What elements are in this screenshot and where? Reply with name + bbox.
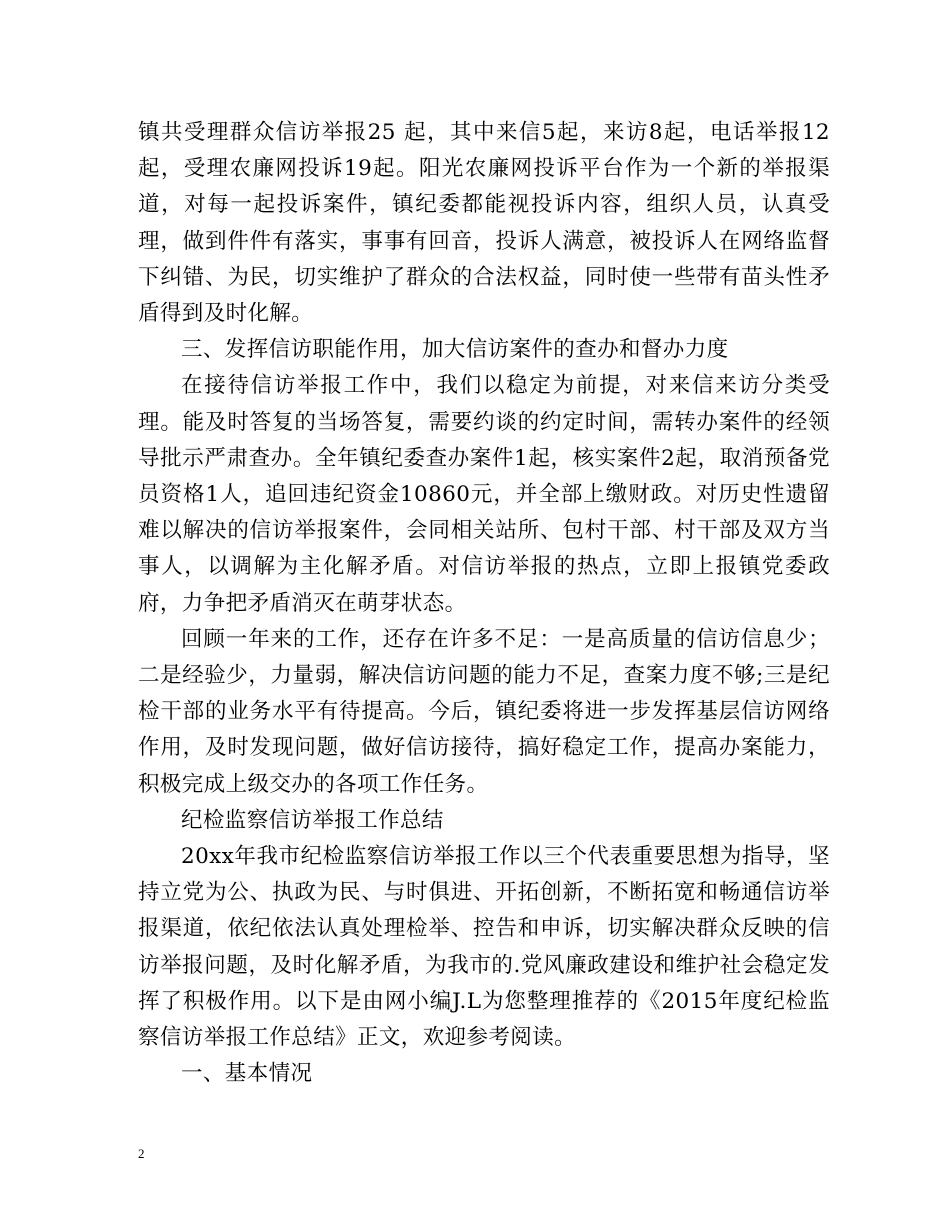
page-number: 2: [138, 1146, 145, 1161]
paragraph-intro-continuation: 镇共受理群众信访举报25 起，其中来信5起，来访8起，电话举报12起，受理农廉网投诉19起。阳光农廉网投诉平台作为一个新的举报渠道，对每一起投诉案件，镇纪委都能视投诉内容，组织人员，认真受理，做到件件有落实，事事有回音，投诉人满意，被投诉人在网络监督下纠错、为民，切实维护了群众的合法权益，同时使一些带有苗头性矛盾得到及时化解。: [138, 120, 830, 327]
section-heading-three: 三、发挥信访职能作用，加大信访案件的查办和督办力度: [181, 337, 729, 363]
document-body: [138, 115, 830, 1092]
section-heading-one: 一、基本情况: [181, 1061, 313, 1087]
paragraph-review-shortcomings: 回顾一年来的工作，还存在许多不足：一是高质量的信访信息少；二是经验少，力量弱，解决信访问题的能力不足，查案力度不够;三是纪检干部的业务水平有待提高。今后，镇纪委将进一步发挥基层信访网络作用，及时发现问题，做好信访接待，搞好稳定工作，提高办案能力，积极完成上级交办的各项工作任务。: [138, 626, 830, 797]
document-subtitle: 纪检监察信访举报工作总结: [181, 807, 444, 833]
paragraph-reception-work: 在接待信访举报工作中，我们以稳定为前提，对来信来访分类受理。能及时答复的当场答复，需要约谈的约定时间，需转办案件的经领导批示严肃查办。全年镇纪委查办案件1起，核实案件2起，取消预备党员资格1人，追回违纪资金10860元，并全部上缴财政。对历史性遗留难以解决的信访举报案件，会同相关站所、包村干部、村干部及双方当事人，以调解为主化解矛盾。对信访举报的热点，立即上报镇党委政府，力争把矛盾消灭在萌芽状态。: [138, 373, 830, 616]
paragraph-summary-intro: 20xx年我市纪检监察信访举报工作以三个代表重要思想为指导，坚持立党为公、执政为民、与时俱进、开拓创新，不断拓宽和畅通信访举报渠道，依纪依法认真处理检举、控告和申诉，切实解决群众反映的信访举报问题，及时化解矛盾，为我市的.党风廉政建设和维护社会稳定发挥了积极作用。以下是由网小编J.L为您整理推荐的《2015年度纪检监察信访举报工作总结》正文，欢迎参考阅读。: [138, 844, 830, 1051]
